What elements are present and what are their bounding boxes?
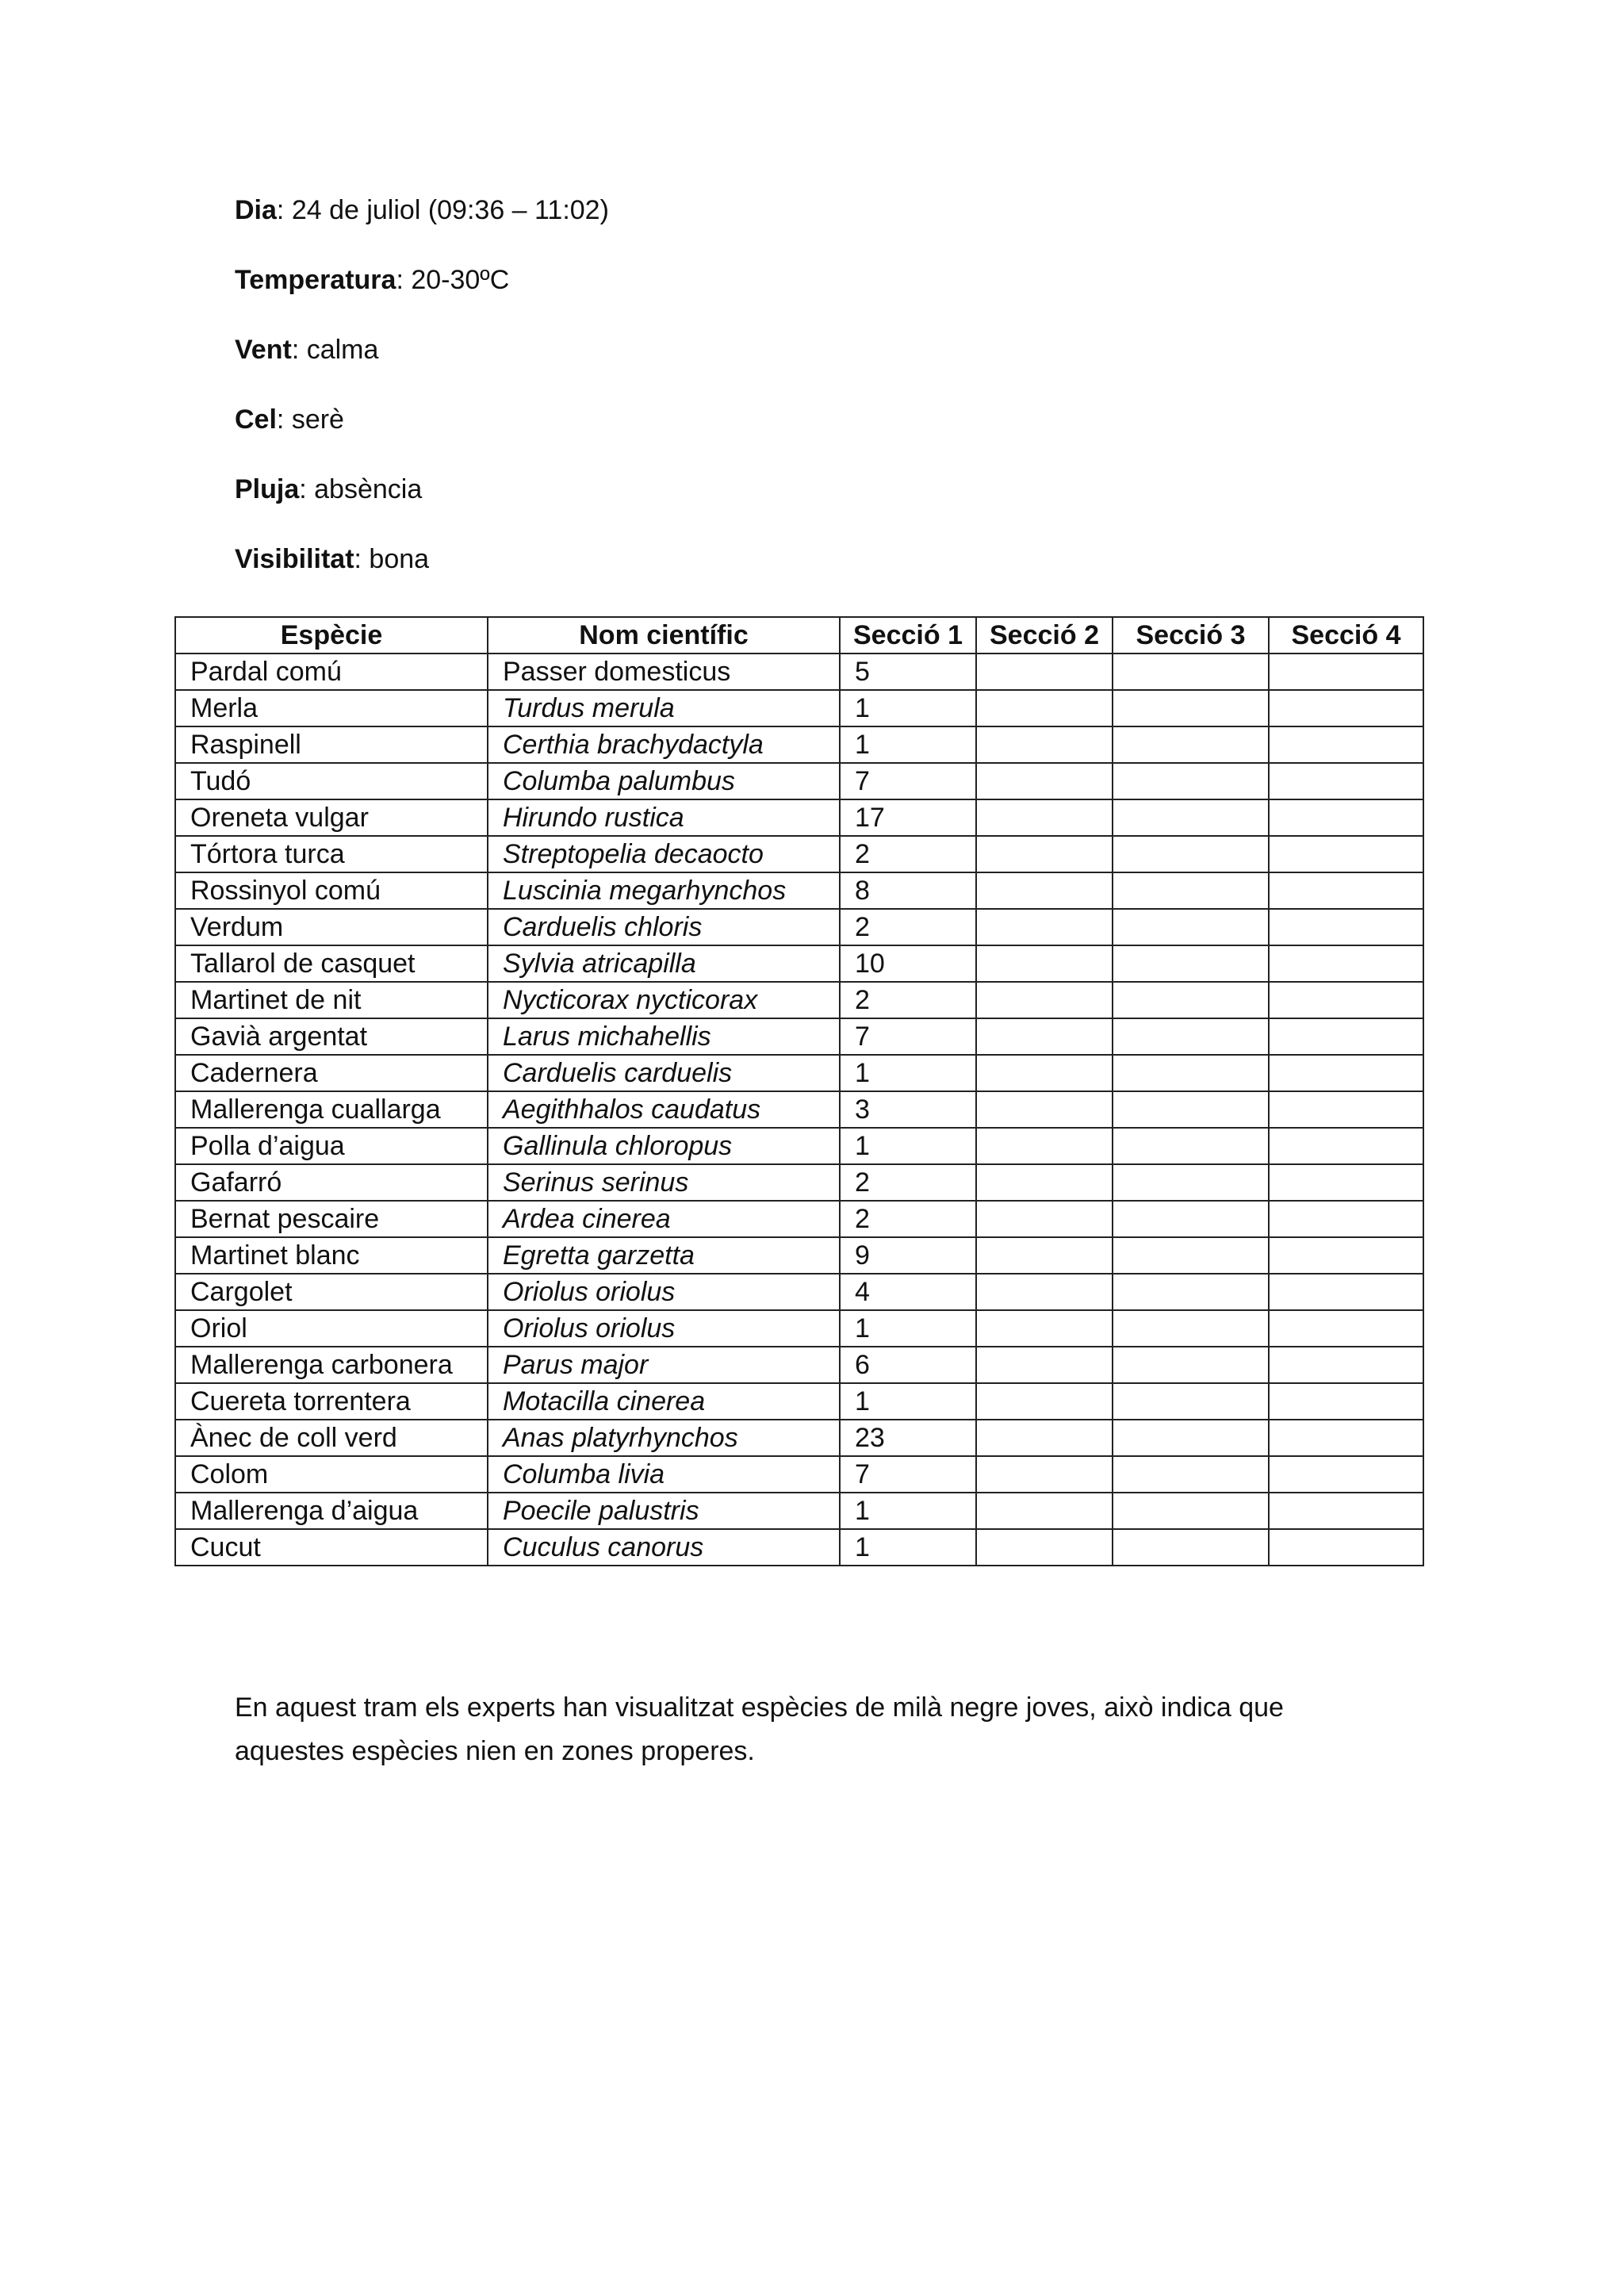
cell-seccio-1: 4 [840, 1274, 976, 1310]
meta-vent [235, 332, 1424, 368]
cell-seccio-1: 2 [840, 836, 976, 872]
cell-seccio-1: 1 [840, 1383, 976, 1420]
cell-seccio-1: 1 [840, 1493, 976, 1529]
cell-seccio-4 [1269, 763, 1423, 799]
cell-seccio-2 [976, 763, 1113, 799]
meta-pluja [235, 471, 1424, 508]
table-row [175, 1055, 1423, 1091]
cell-seccio-2 [976, 1237, 1113, 1274]
cell-seccio-1: 1 [840, 1529, 976, 1566]
cell-especie: Tudó [175, 763, 488, 799]
header-seccio-4: Secció 4 [1269, 617, 1423, 654]
cell-seccio-2 [976, 1164, 1113, 1201]
table-header-row [175, 617, 1423, 654]
cell-especie: Martinet de nit [175, 982, 488, 1018]
cell-seccio-3 [1113, 690, 1269, 726]
cell-especie: Mallerenga carbonera [175, 1347, 488, 1383]
cell-nom-cientific: Columba palumbus [488, 763, 840, 799]
cell-nom-cientific: Parus major [488, 1347, 840, 1383]
cell-seccio-1: 2 [840, 982, 976, 1018]
cell-seccio-4 [1269, 1420, 1423, 1456]
cell-especie: Cargolet [175, 1274, 488, 1310]
cell-seccio-4 [1269, 1347, 1423, 1383]
table-row [175, 872, 1423, 909]
cell-especie: Polla d’aigua [175, 1128, 488, 1164]
header-seccio-2: Secció 2 [976, 617, 1113, 654]
cell-seccio-2 [976, 1456, 1113, 1493]
table-row [175, 982, 1423, 1018]
cell-seccio-4 [1269, 872, 1423, 909]
cell-nom-cientific: Oriolus oriolus [488, 1310, 840, 1347]
table-row [175, 1456, 1423, 1493]
table-row [175, 909, 1423, 945]
cell-seccio-2 [976, 836, 1113, 872]
cell-seccio-2 [976, 1091, 1113, 1128]
observation-metadata [235, 192, 1424, 611]
cell-seccio-2 [976, 726, 1113, 763]
cell-seccio-1: 2 [840, 909, 976, 945]
cell-especie: Mallerenga d’aigua [175, 1493, 488, 1529]
cell-seccio-3 [1113, 1237, 1269, 1274]
cell-seccio-2 [976, 690, 1113, 726]
table-row [175, 1420, 1423, 1456]
table-row [175, 1018, 1423, 1055]
cell-seccio-1: 7 [840, 763, 976, 799]
cell-seccio-2 [976, 872, 1113, 909]
meta-visibilitat-value: : bona [354, 544, 430, 574]
meta-visibilitat [235, 541, 1424, 577]
cell-seccio-3 [1113, 909, 1269, 945]
header-nom-cientific: Nom científic [488, 617, 840, 654]
meta-vent-label: Vent [235, 335, 292, 365]
cell-nom-cientific: Cuculus canorus [488, 1529, 840, 1566]
cell-seccio-2 [976, 654, 1113, 690]
cell-seccio-3 [1113, 982, 1269, 1018]
cell-seccio-3 [1113, 726, 1269, 763]
cell-seccio-2 [976, 1128, 1113, 1164]
cell-nom-cientific: Sylvia atricapilla [488, 945, 840, 982]
meta-cel-value: : serè [276, 404, 344, 435]
cell-seccio-4 [1269, 654, 1423, 690]
cell-seccio-4 [1269, 1456, 1423, 1493]
cell-nom-cientific: Passer domesticus [488, 654, 840, 690]
header-especie: Espècie [175, 617, 488, 654]
cell-seccio-4 [1269, 1529, 1423, 1566]
cell-seccio-4 [1269, 1201, 1423, 1237]
cell-nom-cientific: Columba livia [488, 1456, 840, 1493]
table-row [175, 1091, 1423, 1128]
cell-seccio-2 [976, 1310, 1113, 1347]
cell-especie: Colom [175, 1456, 488, 1493]
cell-seccio-1: 23 [840, 1420, 976, 1456]
table-row [175, 690, 1423, 726]
cell-nom-cientific: Oriolus oriolus [488, 1274, 840, 1310]
species-table-body [175, 654, 1423, 1566]
cell-nom-cientific: Aegithhalos caudatus [488, 1091, 840, 1128]
cell-nom-cientific: Luscinia megarhynchos [488, 872, 840, 909]
cell-seccio-1: 8 [840, 872, 976, 909]
table-row [175, 945, 1423, 982]
cell-nom-cientific: Carduelis chloris [488, 909, 840, 945]
cell-nom-cientific: Motacilla cinerea [488, 1383, 840, 1420]
cell-nom-cientific: Certhia brachydactyla [488, 726, 840, 763]
cell-seccio-4 [1269, 1310, 1423, 1347]
cell-seccio-4 [1269, 982, 1423, 1018]
cell-seccio-2 [976, 1529, 1113, 1566]
cell-especie: Cuereta torrentera [175, 1383, 488, 1420]
cell-seccio-3 [1113, 1274, 1269, 1310]
cell-seccio-3 [1113, 1383, 1269, 1420]
cell-seccio-3 [1113, 1456, 1269, 1493]
meta-dia [235, 192, 1424, 228]
cell-seccio-1: 7 [840, 1018, 976, 1055]
meta-temperatura-label: Temperatura [235, 265, 396, 295]
table-row [175, 1310, 1423, 1347]
meta-vent-value: : calma [291, 335, 379, 365]
cell-especie: Oreneta vulgar [175, 799, 488, 836]
cell-seccio-4 [1269, 1274, 1423, 1310]
cell-seccio-3 [1113, 1055, 1269, 1091]
cell-seccio-1: 10 [840, 945, 976, 982]
table-row [175, 1529, 1423, 1566]
meta-pluja-label: Pluja [235, 474, 300, 504]
cell-seccio-2 [976, 1201, 1113, 1237]
table-row [175, 1164, 1423, 1201]
table-row [175, 726, 1423, 763]
cell-nom-cientific: Egretta garzetta [488, 1237, 840, 1274]
cell-especie: Bernat pescaire [175, 1201, 488, 1237]
cell-seccio-3 [1113, 1201, 1269, 1237]
cell-seccio-2 [976, 799, 1113, 836]
table-row [175, 799, 1423, 836]
cell-seccio-3 [1113, 1018, 1269, 1055]
cell-seccio-3 [1113, 1128, 1269, 1164]
cell-seccio-3 [1113, 945, 1269, 982]
cell-seccio-3 [1113, 1310, 1269, 1347]
cell-seccio-1: 17 [840, 799, 976, 836]
table-row [175, 836, 1423, 872]
table-row [175, 763, 1423, 799]
cell-especie: Rossinyol comú [175, 872, 488, 909]
cell-especie: Cucut [175, 1529, 488, 1566]
cell-especie: Verdum [175, 909, 488, 945]
meta-visibilitat-label: Visibilitat [235, 544, 354, 574]
cell-especie: Mallerenga cuallarga [175, 1091, 488, 1128]
cell-seccio-3 [1113, 1529, 1269, 1566]
table-row [175, 1493, 1423, 1529]
cell-seccio-2 [976, 1274, 1113, 1310]
cell-especie: Raspinell [175, 726, 488, 763]
cell-seccio-2 [976, 982, 1113, 1018]
cell-seccio-3 [1113, 763, 1269, 799]
cell-seccio-1: 6 [840, 1347, 976, 1383]
cell-seccio-1: 3 [840, 1091, 976, 1128]
cell-seccio-4 [1269, 726, 1423, 763]
table-row [175, 1201, 1423, 1237]
cell-nom-cientific: Hirundo rustica [488, 799, 840, 836]
cell-especie: Tórtora turca [175, 836, 488, 872]
cell-seccio-3 [1113, 654, 1269, 690]
cell-especie: Cadernera [175, 1055, 488, 1091]
observation-note: En aquest tram els experts han visualitzat espècies de milà negre joves, això indica que aquestes espècies nien en zones properes. [235, 1692, 1284, 1766]
cell-seccio-3 [1113, 799, 1269, 836]
cell-seccio-1: 2 [840, 1201, 976, 1237]
cell-nom-cientific: Anas platyrhynchos [488, 1420, 840, 1456]
cell-seccio-1: 9 [840, 1237, 976, 1274]
cell-seccio-3 [1113, 1091, 1269, 1128]
cell-seccio-4 [1269, 1383, 1423, 1420]
table-row [175, 1274, 1423, 1310]
cell-seccio-4 [1269, 1018, 1423, 1055]
cell-especie: Martinet blanc [175, 1237, 488, 1274]
cell-nom-cientific: Poecile palustris [488, 1493, 840, 1529]
cell-especie: Pardal comú [175, 654, 488, 690]
cell-seccio-1: 1 [840, 1055, 976, 1091]
cell-seccio-1: 1 [840, 726, 976, 763]
cell-seccio-4 [1269, 1164, 1423, 1201]
cell-nom-cientific: Turdus merula [488, 690, 840, 726]
cell-especie: Oriol [175, 1310, 488, 1347]
cell-nom-cientific: Gallinula chloropus [488, 1128, 840, 1164]
table-row [175, 1347, 1423, 1383]
cell-especie: Ànec de coll verd [175, 1420, 488, 1456]
cell-seccio-1: 1 [840, 690, 976, 726]
header-seccio-1: Secció 1 [840, 617, 976, 654]
table-row [175, 1128, 1423, 1164]
cell-seccio-3 [1113, 1493, 1269, 1529]
cell-especie: Gafarró [175, 1164, 488, 1201]
table-row [175, 1237, 1423, 1274]
cell-seccio-1: 2 [840, 1164, 976, 1201]
cell-seccio-4 [1269, 909, 1423, 945]
cell-seccio-1: 1 [840, 1128, 976, 1164]
cell-seccio-2 [976, 909, 1113, 945]
cell-nom-cientific: Serinus serinus [488, 1164, 840, 1201]
cell-nom-cientific: Larus michahellis [488, 1018, 840, 1055]
meta-cel-label: Cel [235, 404, 277, 435]
cell-seccio-2 [976, 1383, 1113, 1420]
meta-dia-label: Dia [235, 195, 277, 225]
meta-pluja-value: : absència [299, 474, 423, 504]
meta-temperatura [235, 262, 1424, 298]
cell-seccio-2 [976, 1493, 1113, 1529]
cell-nom-cientific: Nycticorax nycticorax [488, 982, 840, 1018]
cell-nom-cientific: Carduelis carduelis [488, 1055, 840, 1091]
cell-nom-cientific: Ardea cinerea [488, 1201, 840, 1237]
cell-seccio-3 [1113, 1347, 1269, 1383]
cell-seccio-4 [1269, 1237, 1423, 1274]
cell-seccio-1: 1 [840, 1310, 976, 1347]
cell-especie: Tallarol de casquet [175, 945, 488, 982]
meta-dia-value: : 24 de juliol (09:36 – 11:02) [276, 195, 609, 225]
cell-seccio-3 [1113, 1164, 1269, 1201]
cell-especie: Merla [175, 690, 488, 726]
cell-seccio-4 [1269, 1091, 1423, 1128]
header-seccio-3: Secció 3 [1113, 617, 1269, 654]
cell-seccio-2 [976, 945, 1113, 982]
table-row [175, 654, 1423, 690]
cell-seccio-4 [1269, 945, 1423, 982]
cell-seccio-1: 5 [840, 654, 976, 690]
cell-seccio-4 [1269, 836, 1423, 872]
table-row [175, 1383, 1423, 1420]
cell-seccio-2 [976, 1347, 1113, 1383]
cell-seccio-4 [1269, 1055, 1423, 1091]
cell-seccio-4 [1269, 1128, 1423, 1164]
cell-seccio-3 [1113, 872, 1269, 909]
cell-seccio-2 [976, 1018, 1113, 1055]
cell-seccio-3 [1113, 836, 1269, 872]
cell-seccio-4 [1269, 799, 1423, 836]
cell-seccio-2 [976, 1420, 1113, 1456]
cell-seccio-1: 7 [840, 1456, 976, 1493]
cell-seccio-2 [976, 1055, 1113, 1091]
cell-especie: Gavià argentat [175, 1018, 488, 1055]
cell-seccio-4 [1269, 690, 1423, 726]
cell-seccio-4 [1269, 1493, 1423, 1529]
meta-temperatura-value: : 20-30ºC [396, 265, 510, 295]
cell-nom-cientific: Streptopelia decaocto [488, 836, 840, 872]
species-table [174, 616, 1424, 1566]
meta-cel [235, 401, 1424, 438]
cell-seccio-3 [1113, 1420, 1269, 1456]
